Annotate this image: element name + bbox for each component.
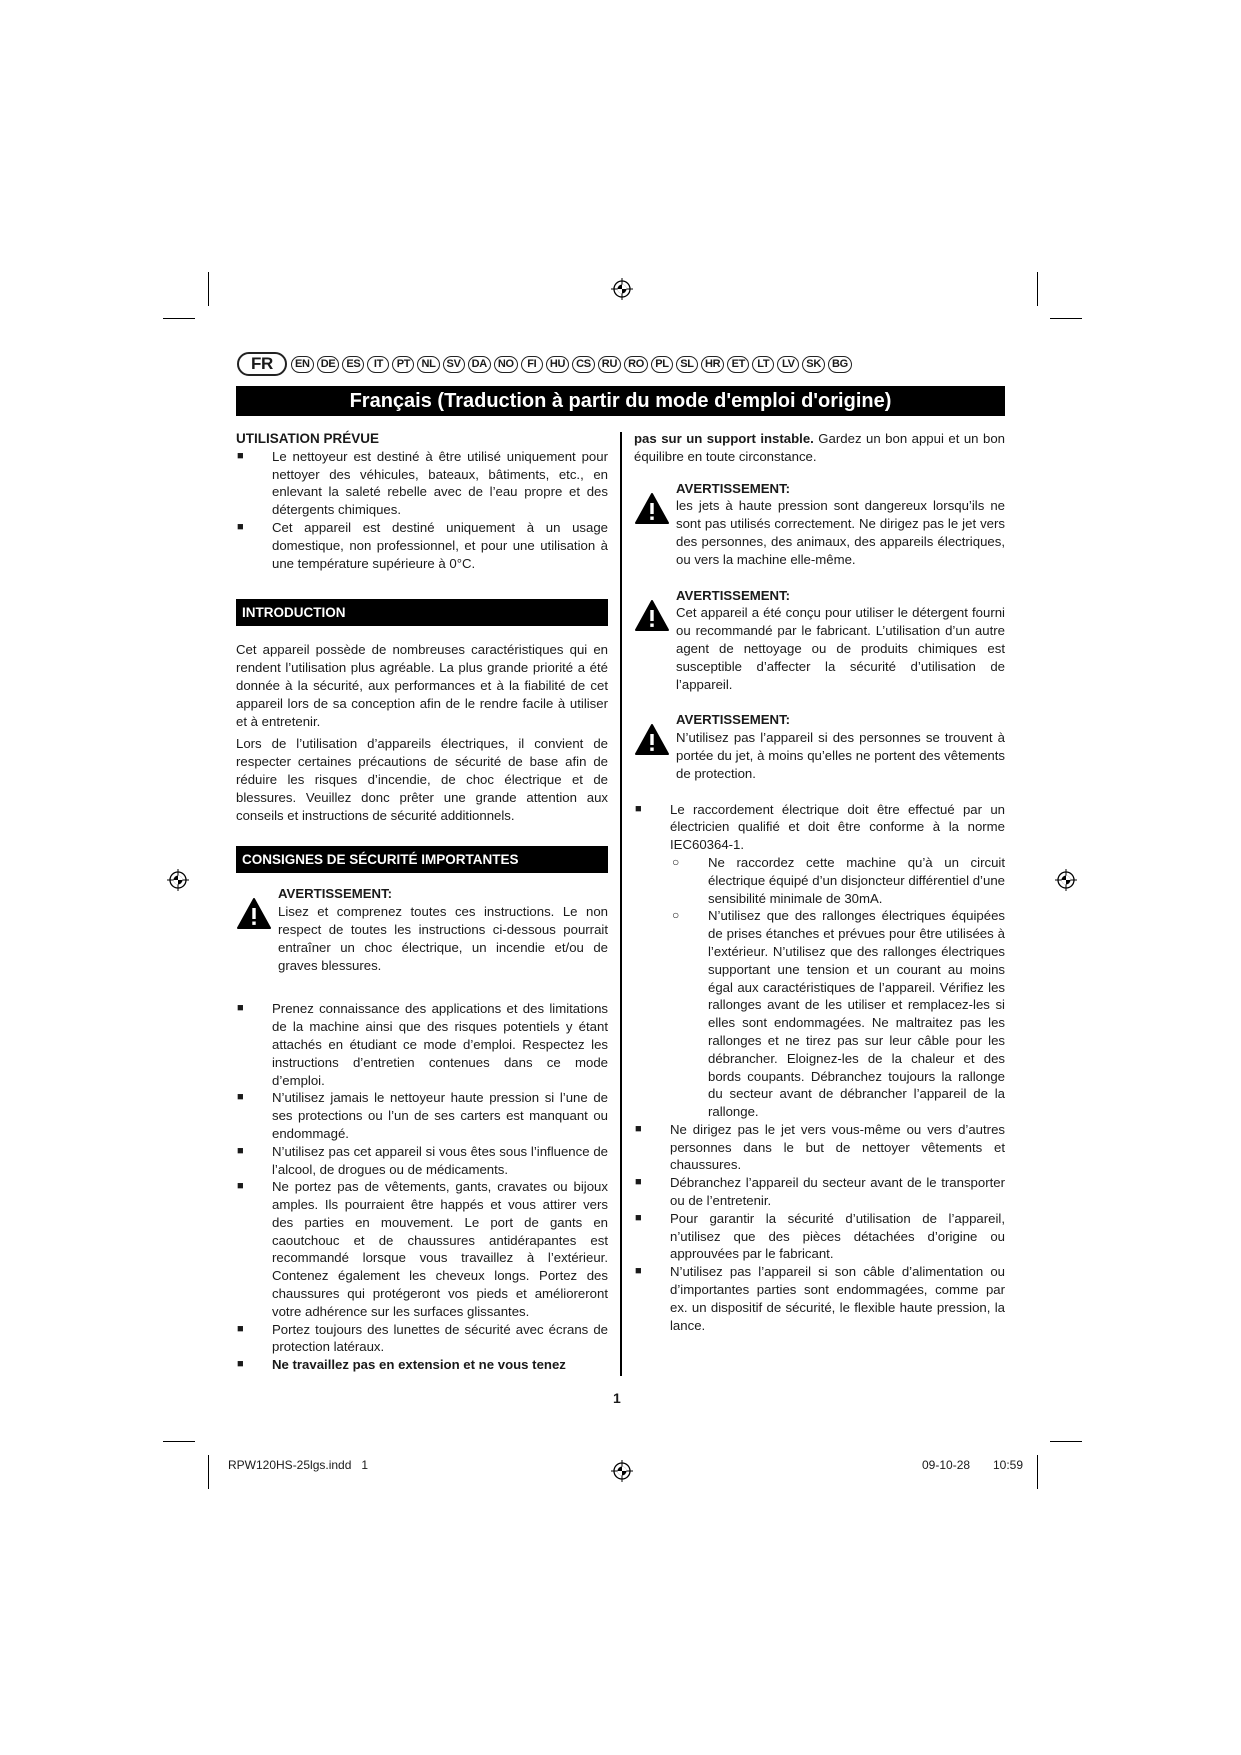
lang-tab[interactable]: IT: [367, 356, 389, 373]
crop-mark: [163, 318, 195, 319]
warning-block: [634, 711, 1005, 782]
list-item: ■ N’utilisez pas l’appareil si son câble d’alimentation ou d’importantes parties sont endommagées, comme par ex. un dispositif de sécurité, le flexible haute pression, la lance.: [635, 1264, 1005, 1333]
lang-tab[interactable]: ET: [727, 356, 749, 373]
warning-title: AVERTISSEMENT:: [676, 480, 791, 496]
list-item: ■ Portez toujours des lunettes de sécurité avec écrans de protection latéraux.: [237, 1321, 608, 1355]
page-title-banner: Français (Traduction à partir du mode d'emploi d'origine): [236, 386, 1005, 416]
lang-tab[interactable]: NO: [494, 356, 518, 373]
electrical-sub-list: [672, 854, 1005, 1121]
list-item: ■ N’utilisez jamais le nettoyeur haute pression si l’une de ses protections ou l’un de ses carters est manquant ou endommagé.: [237, 1090, 608, 1141]
footer-date: 09-10-28: [922, 1458, 971, 1472]
lang-tab[interactable]: BG: [828, 356, 852, 373]
crop-mark: [1050, 318, 1082, 319]
page-number: 1: [613, 1390, 621, 1406]
list-item: ■ Ne portez pas de vêtements, gants, cravates ou bijoux amples. Ils pourraient être happés et vous attirer vers des parties en mouvement. Le port de gants en caoutchouc et de chaussures antidérapantes est recommandé lorsque vous travaillez à l’extérieur. Contenez également les cheveux longs. Portez des chaussures qui protégeront vos pieds et amélioreront votre adhérence sur les surfaces glissantes.: [237, 1179, 608, 1319]
warning-title: AVERTISSEMENT:: [676, 712, 791, 728]
lang-tab[interactable]: ES: [342, 356, 364, 373]
list-item: ■ Le raccordement électrique doit être effectué par un électricien qualifié et doit être conforme à la norme IEC60364-1.: [635, 801, 1005, 853]
warning-triangle-icon: [634, 492, 670, 525]
lang-tab[interactable]: FI: [521, 356, 543, 373]
right-safety-list: [634, 1121, 1005, 1335]
intro-paragraph: Cet appareil possède de nombreuses caractéristiques qui en rendent l’utilisation plus agréable. La plus grande priorité a été donnée à la sécurité, aux performances et à la fiabilité de cet appareil lors de sa conception afin de le rendre facile à utiliser et à entretenir.: [236, 642, 608, 729]
warning-text: N’utilisez pas l’appareil si des personnes se trouvent à portée du jet, à moins qu’elles ne portent des vêtements de protection.: [676, 730, 1005, 781]
lang-tab[interactable]: SK: [802, 356, 825, 373]
lang-tab[interactable]: HR: [701, 356, 724, 373]
footer-time: 10:59: [993, 1458, 1024, 1472]
registration-mark-icon: [167, 869, 189, 891]
continued-paragraph: pas sur un support instable. Gardez un bon appui et un bon équilibre en toute circonstance.: [634, 431, 1005, 464]
list-item: ■ Ne dirigez pas le jet vers vous-même ou vers d’autres personnes dans le but de nettoyer vêtements et chaussures.: [635, 1121, 1005, 1173]
warning-triangle-icon: [236, 897, 272, 930]
list-item: ■ N’utilisez pas cet appareil si vous êtes sous l’influence de l’alcool, de drogues ou de médicaments.: [237, 1143, 608, 1177]
list-item: ■ Pour garantir la sécurité d’utilisation de l’appareil, n’utilisez que des pièces détachées d’origine ou approuvées par le fabricant.: [635, 1210, 1005, 1262]
warning-triangle-icon: [634, 599, 670, 632]
left-column: [236, 430, 608, 1374]
warning-block: [634, 480, 1005, 569]
crop-mark: [1050, 1441, 1082, 1442]
warning-title: AVERTISSEMENT:: [278, 886, 393, 902]
warning-text: Cet appareil a été conçu pour utiliser le détergent fourni ou recommandé par le fabricant. L’utilisation d’un autre agent de nettoyage ou de produits chimiques est susceptible d’affecter la sécurité d’utilisation de l’appareil.: [676, 605, 1005, 692]
warning-triangle-icon: [634, 723, 670, 756]
lang-tab[interactable]: RO: [624, 356, 648, 373]
lang-tab[interactable]: LV: [777, 356, 799, 373]
language-tabs: [237, 353, 855, 375]
lang-tab[interactable]: EN: [291, 356, 314, 373]
column-divider: [620, 432, 622, 1376]
list-item: ■ Ne travaillez pas en extension et ne vous tenez: [237, 1357, 566, 1373]
crop-mark: [163, 1441, 195, 1442]
safety-list: [236, 1000, 608, 1374]
intended-use-list: [236, 448, 608, 573]
registration-mark-icon: [1055, 869, 1077, 891]
lang-tab[interactable]: SV: [443, 356, 465, 373]
intro-paragraph: Lors de l’utilisation d’appareils électriques, il convient de respecter certaines précautions de sécurité de base afin de réduire les risques d’incendie, de choc électrique et de blessures. Veuillez donc prêter une grande attention aux conseils et instructions de sécurité additionnels.: [236, 736, 608, 823]
crop-mark: [1037, 1455, 1038, 1489]
crop-mark: [208, 272, 209, 306]
lang-tab[interactable]: PL: [651, 356, 673, 373]
crop-mark: [208, 1455, 209, 1489]
warning-title: AVERTISSEMENT:: [676, 587, 791, 603]
crop-mark: [1037, 272, 1038, 306]
lang-tab[interactable]: SL: [676, 356, 698, 373]
lang-tab[interactable]: DA: [468, 356, 491, 373]
lang-tab[interactable]: NL: [417, 356, 439, 373]
section-heading-safety: CONSIGNES DE SÉCURITÉ IMPORTANTES: [236, 846, 608, 873]
lang-tab[interactable]: DE: [317, 356, 340, 373]
lang-tab[interactable]: RU: [598, 356, 621, 373]
right-column: [634, 430, 1005, 1334]
list-item: ■ Le nettoyeur est destiné à être utilisé uniquement pour nettoyer des véhicules, bateaux, bâtiments, etc., en enlevant la saleté rebelle avec de l’eau propre et des détergents chimiques.: [237, 448, 608, 518]
registration-mark-icon: [611, 278, 633, 300]
lang-tab[interactable]: PT: [392, 356, 414, 373]
warning-text: Lisez et comprenez toutes ces instructions. Le non respect de toutes les instructions ci-dessous pourrait entraîner un choc électrique, un incendie et/ou de graves blessures.: [278, 904, 608, 973]
list-item: ■ Prenez connaissance des applications et des limitations de la machine ainsi que des risques potentiels y étant attachés en étudiant ce mode d’emploi. Respectez les instructions d’entretien contenues dans ce mode d’emploi.: [237, 1001, 608, 1088]
warning-block: [236, 885, 608, 974]
lang-tab[interactable]: CS: [572, 356, 595, 373]
list-item: ■ Cet appareil est destiné uniquement à un usage domestique, non professionnel, et pour une utilisation à une température supérieure à 0°C.: [237, 519, 608, 571]
sub-list-item: ○ Ne raccordez cette machine qu’à un circuit électrique équipé d’un disjoncteur différentiel d’une sensibilité minimale de 30mA.: [672, 854, 1005, 906]
registration-mark-icon: [611, 1460, 633, 1482]
section-heading-intended-use: UTILISATION PRÉVUE: [236, 431, 380, 446]
lang-tab-active[interactable]: FR: [237, 352, 287, 376]
section-heading-introduction: INTRODUCTION: [236, 599, 608, 626]
footer-file: RPW120HS-25lgs.indd 1: [228, 1458, 369, 1472]
warning-text: les jets à haute pression sont dangereux lorsqu’ils ne sont pas utilisés correctement. Ne dirigez pas le jet vers des personnes, des animaux, des appareils électriques, ou vers la machine elle-même.: [676, 498, 1005, 567]
list-item: ■ Débranchez l’appareil du secteur avant de le transporter ou de l’entretenir.: [635, 1175, 1005, 1209]
warning-block: [634, 587, 1005, 694]
lang-tab[interactable]: HU: [546, 356, 569, 373]
electrical-list: [634, 801, 1005, 854]
sub-list-item: ○ N’utilisez que des rallonges électriques équipées de prises étanches et prévues pour être utilisées à l’extérieur. N’utilisez que des rallonges électriques supportant une tension et un courant au moins égal aux caractéristiques de l’appareil. Vérifiez les rallonges avant de les utiliser et remplacez-les si elles sont endommagées. Ne maltraitez pas les rallonges et ne tirez pas sur leur câble pour les débrancher. Eloignez-les de la chaleur et des bords coupants. Débranchez toujours la rallonge du secteur avant de débrancher l’appareil de la rallonge.: [672, 908, 1005, 1120]
lang-tab[interactable]: LT: [752, 356, 774, 373]
